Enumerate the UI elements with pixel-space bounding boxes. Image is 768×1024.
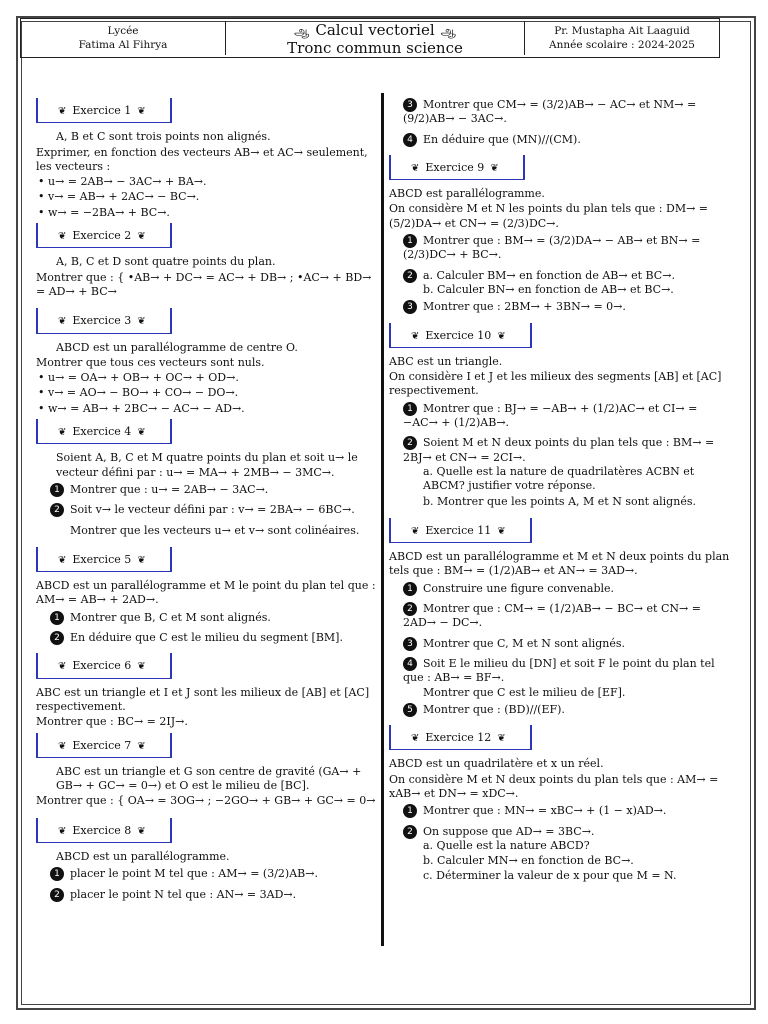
school-line2: Fatima Al Fihrya	[78, 39, 168, 51]
school-line1: Lycée	[107, 24, 139, 37]
leaf-icon: ❦	[411, 330, 420, 342]
number-2-icon: 2	[50, 503, 64, 517]
number-3-icon: 3	[403, 98, 417, 112]
exercise-title	[389, 155, 525, 180]
exercise-2-title: Exercice 2	[72, 229, 132, 243]
ex1-line2: Exprimer, en fonction des vecteurs AB→ et AC→ seulement, les vecteurs :	[36, 145, 368, 173]
exercise-title	[36, 733, 172, 758]
ex5-item1: Montrer que B, C et M sont alignés.	[70, 610, 271, 624]
number-1-icon: 1	[50, 611, 64, 625]
number-4-icon: 4	[403, 657, 417, 671]
number-2-icon: 2	[403, 436, 417, 450]
ex10-item2: Soient M et N deux points du plan tels que : BM→ = 2BJ→ et CN→ = 2CI→.	[403, 436, 715, 464]
ex7-line2: Montrer que : { OA→ = 3OG→ ; −2GO→ + GB→ + GC→ = 0→	[36, 794, 376, 808]
ex4-item2b: Montrer que les vecteurs u→ et v→ sont colinéaires.	[70, 523, 360, 537]
leaf-icon: ❦	[58, 661, 67, 673]
ex12-item2a: a. Quelle est la nature ABCD?	[423, 838, 590, 852]
exercise-6-title: Exercice 6	[72, 659, 132, 673]
number-1-icon: 1	[403, 402, 417, 416]
ex9-line2: On considère M et N les points du plan tels que : DM→ = (5/2)DA→ et CN→ = (2/3)DC→.	[389, 202, 709, 230]
exercise-title	[36, 547, 172, 572]
column-separator	[381, 93, 384, 946]
leaf-icon: ❦	[137, 106, 146, 117]
number-1-icon: 1	[50, 867, 64, 881]
ex1-line1: A, B et C sont trois points non alignés.	[56, 130, 271, 144]
number-1-icon: 1	[50, 483, 64, 497]
ex3-line1: ABCD est un parallélogramme de centre O.	[56, 340, 298, 354]
exercise-12-title: Exercice 12	[425, 731, 492, 745]
ex7-line1: ABC est un triangle et G son centre de gravité (GA→ + GB→ + GC→ = 0→) et O est le milieu de [BC].	[56, 764, 362, 793]
exercise-1-title: Exercice 1	[72, 104, 132, 117]
ex12-item2: On suppose que AD→ = 3BC→.	[423, 824, 595, 838]
exercise-title	[36, 308, 172, 333]
ex10-item1: Montrer que : BJ→ = −AB→ + (1/2)AC→ et CI→ = −AC→ + (1/2)AB→.	[403, 401, 698, 430]
leaf-icon: ❦	[58, 316, 67, 328]
number-1-icon: 1	[403, 582, 417, 596]
document-title	[225, 21, 525, 55]
exercise-title	[36, 653, 172, 678]
exercise-title	[36, 419, 172, 444]
leaf-icon: ❦	[497, 330, 506, 342]
exercise-5-title: Exercice 5	[72, 552, 132, 566]
exercise-4-title: Exercice 4	[72, 425, 132, 439]
exercise-title	[389, 323, 532, 348]
ex3-bullet2: • v→ = AO→ − BO→ + CO→ − DO→.	[38, 386, 239, 400]
ex11-item2: Montrer que : CM→ = (1/2)AB→ − BC→ et CN→ = 2AD→ − DC→.	[403, 602, 701, 630]
ex8-item2: placer le point N tel que : AN→ = 3AD→.	[70, 887, 297, 901]
number-1-icon: 1	[403, 804, 417, 818]
ex10-item2a: a. Quelle est la nature de quadrilatères ACBN et ABCM? justifier votre réponse.	[423, 464, 695, 493]
leaf-icon: ❦	[58, 106, 67, 117]
exercise-title	[389, 725, 532, 750]
exercise-7-title: Exercice 7	[72, 738, 132, 752]
number-2-icon: 2	[403, 269, 417, 283]
ex12-item2c: c. Déterminer la valeur de x pour que M = N.	[423, 869, 677, 883]
number-2-icon: 2	[403, 602, 417, 616]
ex4-item2: Soit v→ le vecteur défini par : v→ = 2BA→ − 6BC→.	[70, 503, 355, 517]
exercise-title	[389, 518, 532, 543]
ex9-item1: Montrer que : BM→ = (3/2)DA→ − AB→ et BN→ = (2/3)DC→ + BC→.	[403, 234, 701, 262]
number-2-icon: 2	[50, 888, 64, 902]
ex11-item3: Montrer que C, M et N sont alignés.	[423, 636, 626, 650]
leaf-icon: ❦	[137, 554, 146, 566]
ex1-bullet1: • u→ = 2AB→ − 3AC→ + BA→.	[38, 175, 207, 189]
exercise-8-title: Exercice 8	[72, 823, 132, 837]
ex3-bullet3: • w→ = AB→ + 2BC→ − AC→ − AD→.	[38, 401, 245, 415]
exercise-title	[36, 98, 172, 123]
leaf-icon: ❦	[137, 316, 146, 328]
ex11-item4b: Montrer que C est le milieu de [EF].	[423, 685, 626, 699]
exercise-3-title: Exercice 3	[72, 314, 132, 328]
ex9-item2b: b. Calculer BN→ en fonction de AB→ et BC→.	[423, 282, 674, 296]
ex11-item1: Construire une figure convenable.	[423, 581, 615, 595]
ex9-item3: Montrer que : 2BM→ + 3BN→ = 0→.	[423, 300, 626, 314]
leaf-icon: ❦	[137, 427, 146, 439]
ex3-line2: Montrer que tous ces vecteurs sont nuls.	[36, 355, 265, 369]
exercise-11-title: Exercice 11	[425, 523, 492, 537]
leaf-icon: ❦	[411, 733, 420, 745]
leaf-icon: ❦	[137, 825, 146, 837]
ex8-line1: ABCD est un parallélogramme.	[56, 849, 230, 863]
ex8-item1: placer le point M tel que : AM→ = (3/2)AB→.	[70, 867, 318, 881]
title-line2: Tronc commun science	[287, 39, 463, 57]
leaf-icon: ❦	[411, 162, 420, 174]
leaf-icon: ❦	[497, 525, 506, 537]
ex8-item3: Montrer que CM→ = (3/2)AB→ − AC→ et NM→ = (9/2)AB→ − 3AC→.	[403, 98, 697, 126]
ex5-line1: ABCD est un parallélogramme et M le point du plan tel que : AM→ = AB→ + 2AD→.	[36, 579, 376, 607]
leaf-icon: ❦	[137, 231, 146, 243]
ex10-line2: On considère I et J et les milieux des segments [AB] et [AC] respectivement.	[389, 370, 722, 398]
school-year: Année scolaire : 2024-2025	[549, 39, 695, 51]
exercise-9-title: Exercice 9	[425, 160, 485, 174]
exercise-title	[36, 818, 172, 843]
ex9-item2a: a. Calculer BM→ en fonction de AB→ et BC→.	[423, 268, 675, 282]
left-column	[36, 96, 380, 908]
number-4-icon: 4	[403, 133, 417, 147]
exercise-10-title: Exercice 10	[425, 328, 492, 342]
right-column	[389, 96, 733, 885]
ex11-line1: ABCD est un parallélogramme et M et N deux points du plan tels que : BM→ = (1/2)AB→ et AN→ = 3AD→.	[389, 550, 730, 578]
ex12-item1: Montrer que : MN→ = xBC→ + (1 − x)AD→.	[423, 804, 667, 818]
leaf-icon: ❦	[497, 733, 506, 745]
ex12-line2: On considère M et N deux points du plan tels que : AM→ = xAB→ et DN→ = xDC→.	[389, 772, 719, 800]
leaf-icon: ❦	[490, 162, 499, 174]
ex11-item4: Soit E le milieu du [DN] et soit F le point du plan tel que : AB→ = BF→.	[403, 656, 715, 685]
leaf-icon: ❦	[58, 825, 67, 837]
ex1-bullet3: • w→ = −2BA→ + BC→.	[38, 205, 170, 219]
ornament-right-icon: ஆ	[440, 24, 456, 38]
leaf-icon: ❦	[58, 740, 67, 752]
leaf-icon: ❦	[58, 427, 67, 439]
ex8-item4: En déduire que (MN)//(CM).	[423, 132, 581, 146]
number-3-icon: 3	[403, 637, 417, 651]
title-line1: Calcul vectoriel	[315, 21, 435, 39]
leaf-icon: ❦	[58, 231, 67, 243]
ex10-line1: ABC est un triangle.	[389, 354, 503, 368]
number-2-icon: 2	[403, 825, 417, 839]
ex3-bullet1: • u→ = OA→ + OB→ + OC→ + OD→.	[38, 371, 239, 385]
teacher-name: Pr. Mustapha Ait Laaguid	[554, 24, 690, 37]
ornament-left-icon: ஆ	[294, 24, 310, 38]
leaf-icon: ❦	[137, 661, 146, 673]
ex9-line1: ABCD est parallélogramme.	[389, 187, 545, 201]
number-1-icon: 1	[403, 234, 417, 248]
ex12-item2b: b. Calculer MN→ en fonction de BC→.	[423, 854, 634, 868]
ex12-line1: ABCD est un quadrilatère et x un réel.	[389, 757, 604, 771]
number-5-icon: 5	[403, 703, 417, 717]
ex2-line2: Montrer que : { •AB→ + DC→ = AC→ + DB→ ; •AC→ + BD→ = AD→ + BC→	[36, 270, 372, 298]
leaf-icon: ❦	[137, 740, 146, 752]
exercise-title	[36, 223, 172, 248]
ex4-line1: Soient A, B, C et M quatre points du plan et soit u→ le vecteur défini par : u→ = MA→ + 2MB→ − 3MC→.	[56, 451, 358, 479]
header-box	[20, 18, 720, 58]
ex11-item5: Montrer que : (BD)//(EF).	[423, 702, 565, 716]
number-3-icon: 3	[403, 300, 417, 314]
ex6-line1: ABC est un triangle et I et J sont les milieux de [AB] et [AC] respectivement.	[36, 685, 370, 713]
ex2-line1: A, B, C et D sont quatre points du plan.	[56, 255, 276, 269]
ex4-item1: Montrer que : u→ = 2AB→ − 3AC→.	[70, 482, 269, 496]
leaf-icon: ❦	[411, 525, 420, 537]
school-info	[21, 24, 225, 52]
ex10-item2b: b. Montrer que les points A, M et N sont alignés.	[423, 494, 696, 508]
ex6-line2: Montrer que : BC→ = 2IJ→.	[36, 715, 188, 729]
ex1-bullet2: • v→ = AB→ + 2AC→ − BC→.	[38, 190, 200, 204]
teacher-info	[525, 24, 719, 52]
ex5-item2: En déduire que C est le milieu du segment [BM].	[70, 631, 343, 645]
leaf-icon: ❦	[58, 554, 67, 566]
number-2-icon: 2	[50, 631, 64, 645]
